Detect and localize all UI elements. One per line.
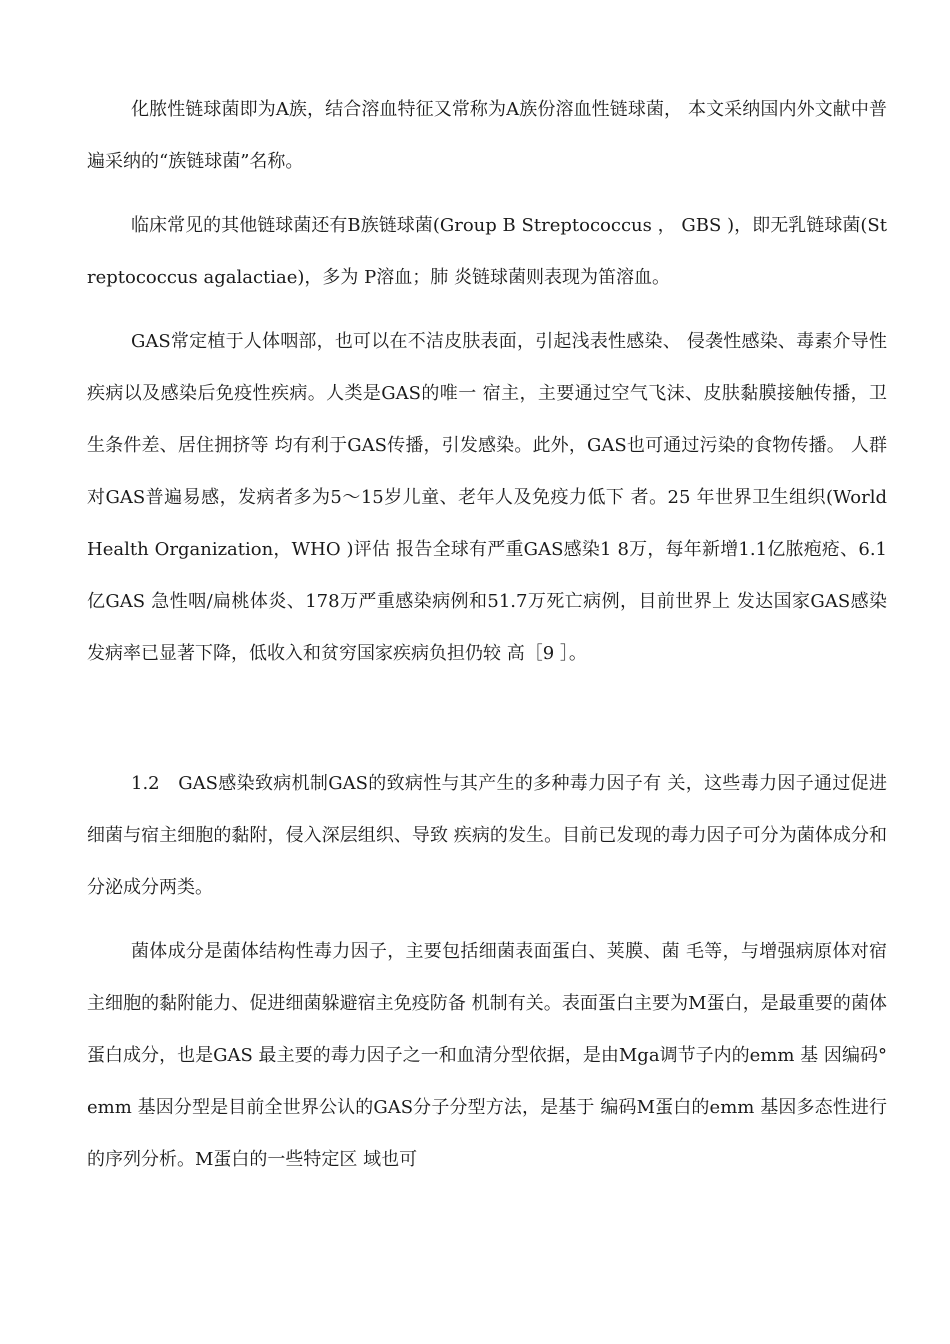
section-gap bbox=[87, 680, 887, 758]
paragraph-section-1-2-pathogenesis: 1.2 GAS感染致病机制GAS的致病性与其产生的多种毒力因子有 关，这些毒力因子通过促进细菌与宿主细胞的黏附，侵入深层组织、导致 疾病的发生。目前已发现的毒力因子可分为菌体成分和分泌成分两类。 bbox=[87, 773, 887, 898]
paragraph-gas-naming: 化脓性链球菌即为A族，结合溶血特征又常称为A族份溶血性链球菌， 本文采纳国内外文献中普遍采纳的“族链球菌”名称。 bbox=[87, 99, 887, 172]
paragraph-gap bbox=[87, 188, 887, 200]
paragraph-gap bbox=[87, 304, 887, 316]
paragraph-cell-components: 菌体成分是菌体结构性毒力因子，主要包括细菌表面蛋白、荚膜、菌 毛等，与增强病原体对宿主细胞的黏附能力、促进细菌躲避宿主免疫防备 机制有关。表面蛋白主要为M蛋白，是最重要的菌体蛋白成分，也是GAS 最主要的毒力因子之一和血清分型依据，是由Mga调节子内的emm 基 因编码° emm 基因分型是目前全世界公认的GAS分子分型方法，是基于 编码M蛋白的emm 基因多态性进行的序列分析。M蛋白的一些特定区 域也可 bbox=[87, 941, 887, 1170]
paragraph-other-streptococci: 临床常见的其他链球菌还有B族链球菌(Group B Streptococcus ， GBS )，即无乳链球菌(Streptococcus agalactiae)，多为 P溶血；肺 炎链球菌则表现为笛溶血。 bbox=[87, 215, 887, 288]
document-page bbox=[87, 84, 887, 1186]
paragraph-gas-epidemiology: GAS常定植于人体咽部，也可以在不洁皮肤表面，引起浅表性感染、 侵袭性感染、毒素介导性疾病以及感染后免疫性疾病。人类是GAS的唯一 宿主，主要通过空气飞沫、皮肤黏膜接触传播，卫生条件差、居住拥挤等 均有利于GAS传播，引发感染。此外，GAS也可通过污染的食物传播。 人群对GAS普遍易感，发病者多为5〜15岁儿童、老年人及免疫力低下 者。25 年世界卫生组织(World Health Organization，WHO )评估 报告全球有严重GAS感染1 8万，每年新增1.1亿脓疱疮、6.1亿GAS 急性咽/扁桃体炎、178万严重感染病例和51.7万死亡病例，目前世界上 发达国家GAS感染发病率已显著下降，低收入和贫穷国家疾病负担仍较 高［9 ］。 bbox=[87, 331, 887, 664]
paragraph-gap bbox=[87, 914, 887, 926]
